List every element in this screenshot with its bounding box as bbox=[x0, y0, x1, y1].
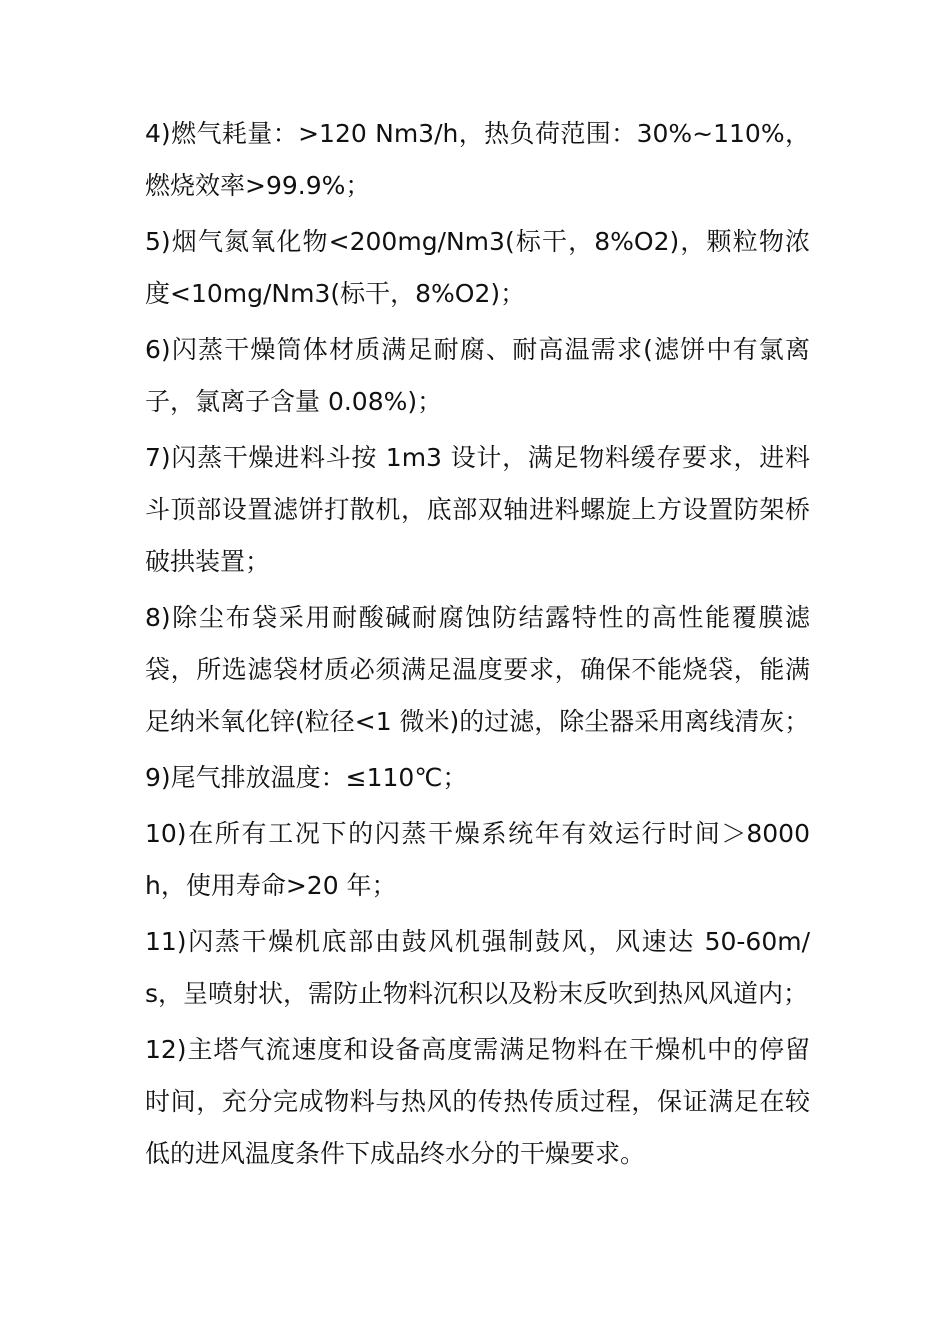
paragraph-8: 8)除尘布袋采用耐酸碱耐腐蚀防结露特性的高性能覆膜滤袋，所选滤袋材质必须满足温度要求，确保不能烧袋，能满足纳米氧化锌(粒径<1 微米)的过滤，除尘器采用离线清灰； bbox=[145, 603, 810, 736]
paragraph-4: 4)燃气耗量：>120 Nm3/h，热负荷范围：30%~110%，燃烧效率>99.9%； bbox=[145, 119, 810, 200]
paragraph-9: 9)尾气排放温度：≤110℃； bbox=[145, 763, 468, 792]
document-body bbox=[145, 108, 810, 1184]
paragraph-6: 6)闪蒸干燥筒体材质满足耐腐、耐高温需求(滤饼中有氯离子，氯离子含量 0.08%)； bbox=[145, 335, 810, 416]
paragraph-12: 12)主塔气流速度和设备高度需满足物料在干燥机中的停留时间，充分完成物料与热风的传热传质过程，保证满足在较低的进风温度条件下成品终水分的干燥要求。 bbox=[145, 1035, 810, 1168]
paragraph-11: 11)闪蒸干燥机底部由鼓风机强制鼓风，风速达 50-60m/s，呈喷射状，需防止物料沉积以及粉末反吹到热风风道内； bbox=[145, 927, 810, 1008]
paragraph-7: 7)闪蒸干燥进料斗按 1m3 设计，满足物料缓存要求，进料斗顶部设置滤饼打散机，底部双轴进料螺旋上方设置防架桥破拱装置； bbox=[145, 443, 810, 576]
paragraph-10: 10)在所有工况下的闪蒸干燥系统年有效运行时间＞8000h，使用寿命>20 年； bbox=[145, 819, 810, 900]
paragraph-5: 5)烟气氮氧化物<200mg/Nm3(标干，8%O2)，颗粒物浓度<10mg/Nm3(标干，8%O2)； bbox=[145, 227, 810, 308]
